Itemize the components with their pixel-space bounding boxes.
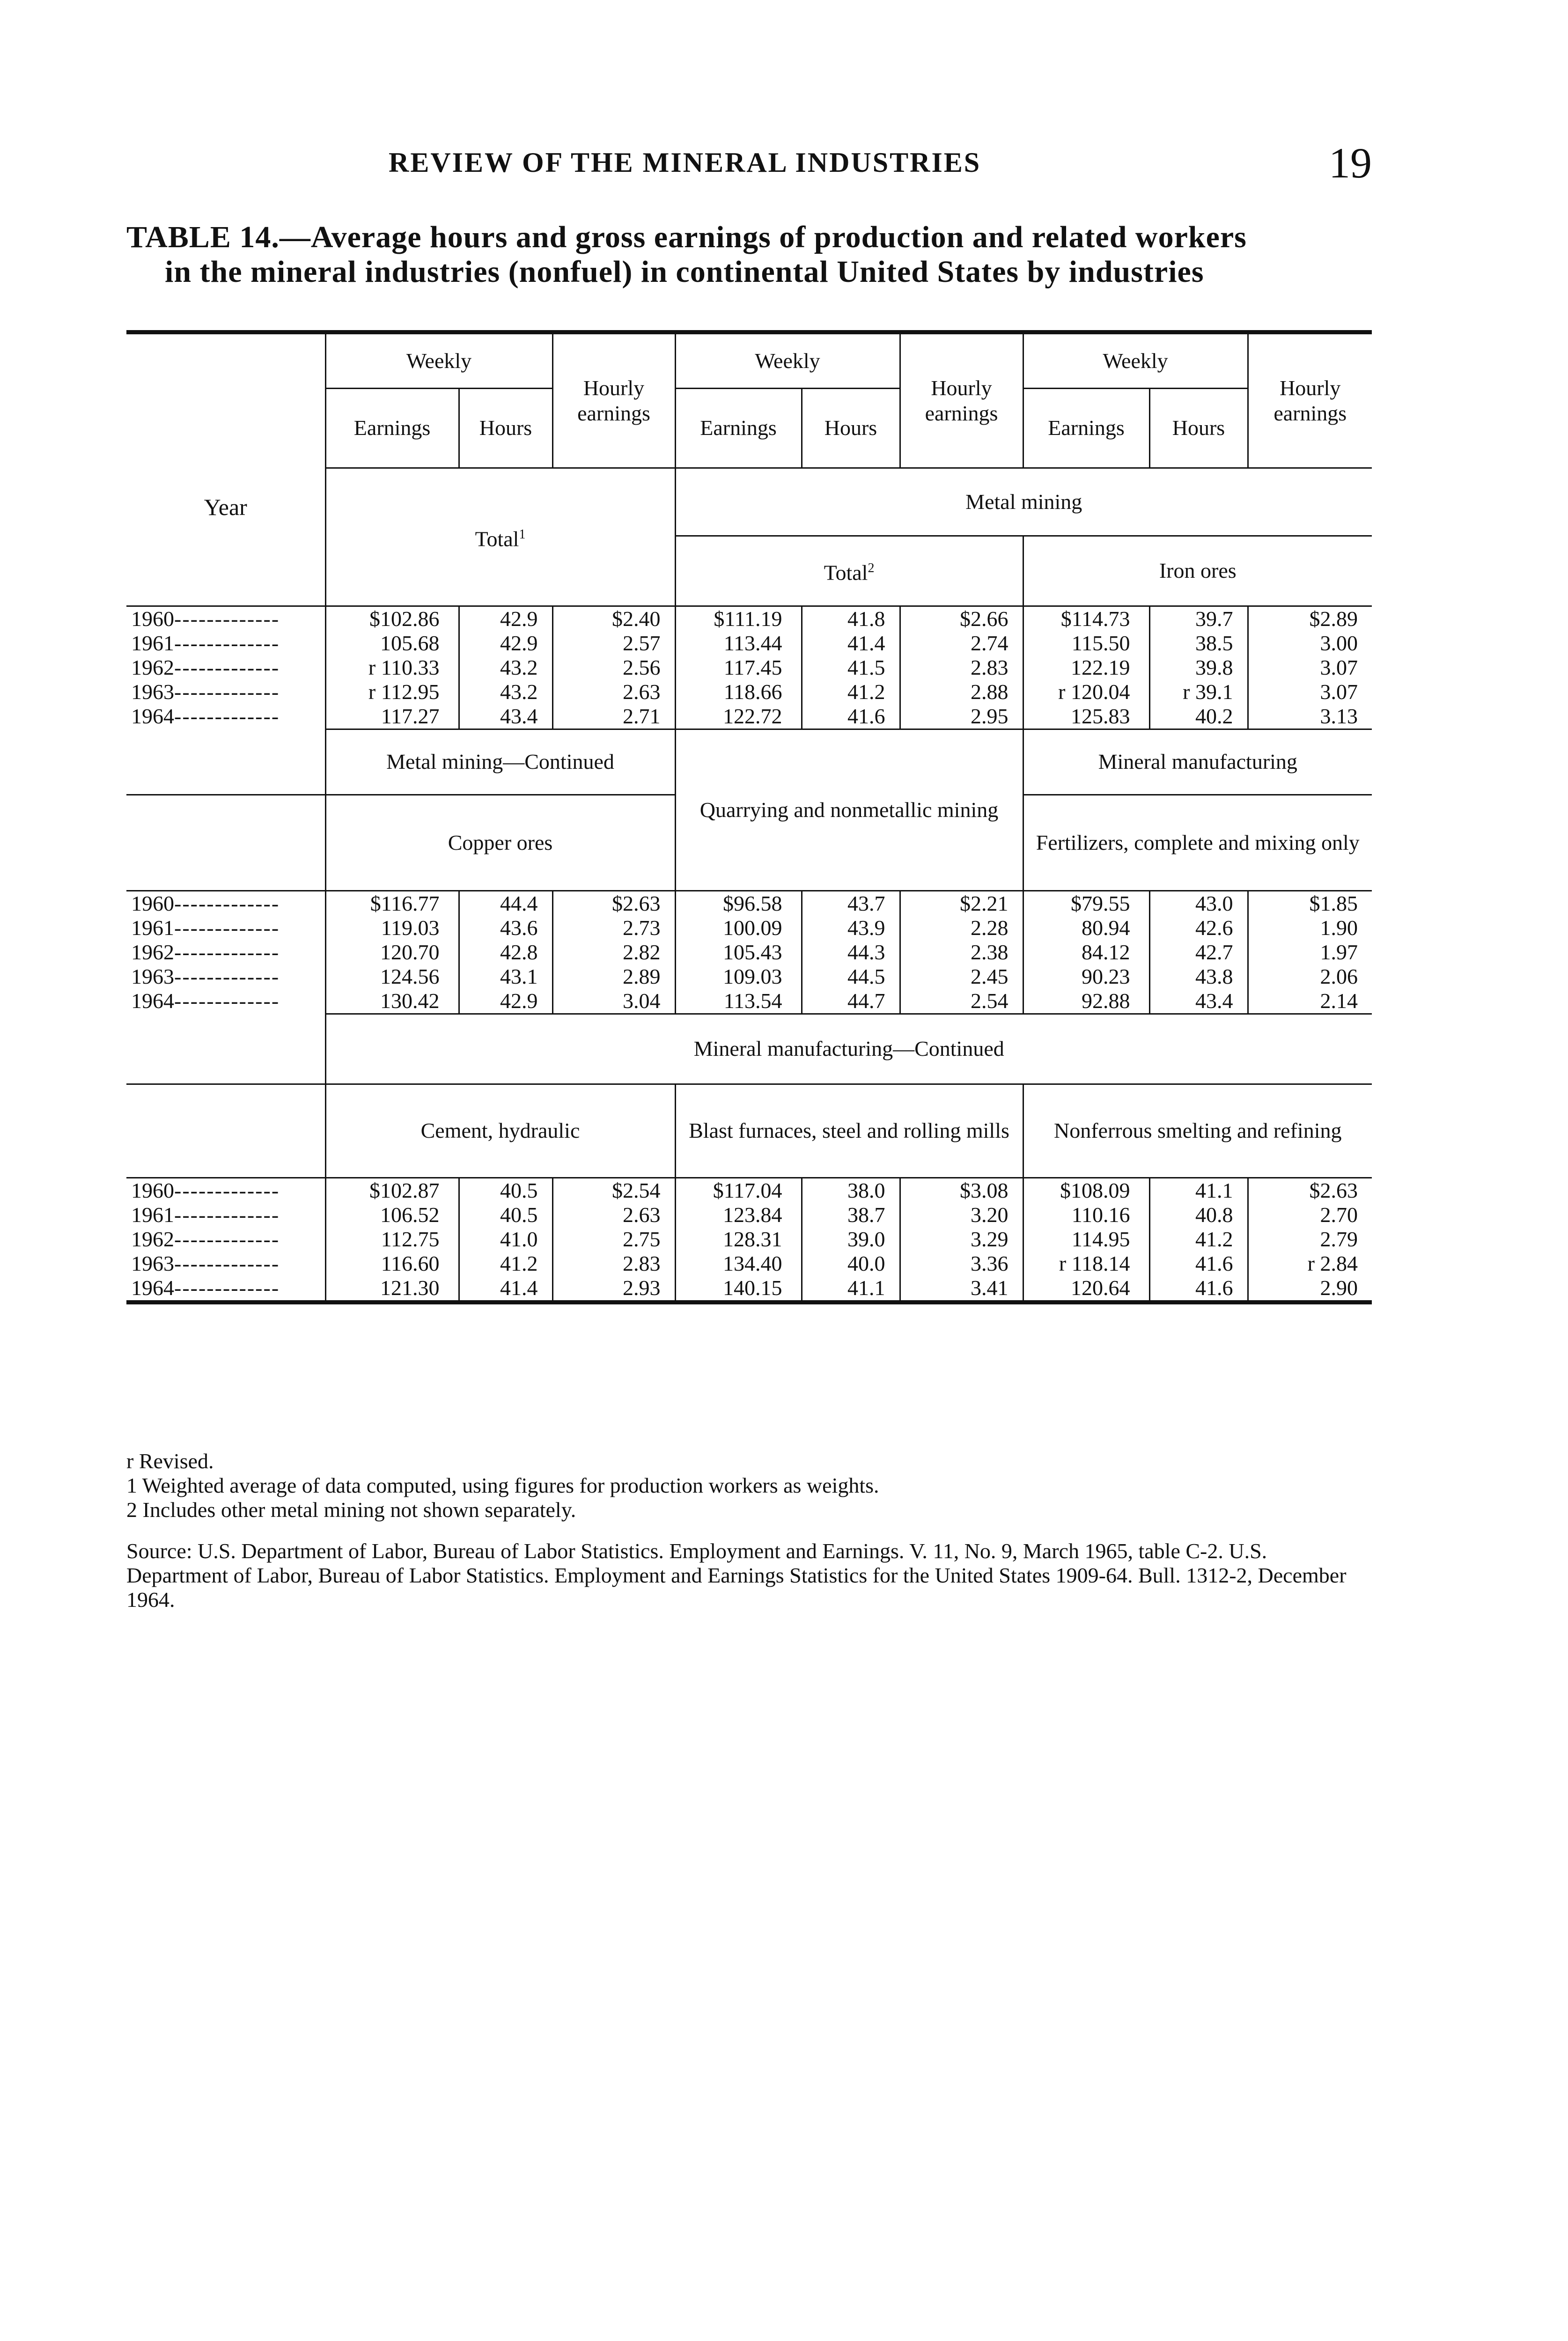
footnote-ref-2: 2 <box>868 561 875 576</box>
table-cell: 42.9 <box>459 631 552 655</box>
weekly-header-3: Weekly <box>1023 334 1248 388</box>
leader-dots: ------------- <box>174 679 280 704</box>
hours-header-1: Hours <box>459 388 552 468</box>
table-cell: $2.63 <box>552 891 675 916</box>
earnings-header-2: Earnings <box>675 388 802 468</box>
table-cell: 2.73 <box>552 916 675 940</box>
table-cell: 113.54 <box>675 989 802 1014</box>
table-row <box>126 1203 1372 1227</box>
table-cell: $2.40 <box>552 606 675 631</box>
table-cell: 38.5 <box>1149 631 1248 655</box>
year-cell <box>126 1251 325 1276</box>
hours-header-2: Hours <box>802 388 900 468</box>
table-cell: 105.43 <box>675 940 802 964</box>
table-cell: 1.90 <box>1248 916 1372 940</box>
year-value: 1960 <box>131 1178 174 1202</box>
earnings-header-1: Earnings <box>325 388 459 468</box>
table-cell: 44.5 <box>802 964 900 989</box>
table-cell: 38.7 <box>802 1203 900 1227</box>
table-cell: 128.31 <box>675 1227 802 1251</box>
hourly-earnings-header-1: Hourly earnings <box>552 334 675 468</box>
table-cell: 117.27 <box>325 704 459 729</box>
table-cell: 123.84 <box>675 1203 802 1227</box>
table-cell: 40.8 <box>1149 1203 1248 1227</box>
footnote-ref-1: 1 <box>519 527 526 542</box>
table-cell: 2.63 <box>552 1203 675 1227</box>
table-cell: 42.9 <box>459 989 552 1014</box>
table-cell: 2.90 <box>1248 1276 1372 1303</box>
table-row <box>126 655 1372 680</box>
table-cell: 2.83 <box>900 655 1023 680</box>
table-cell: 41.4 <box>802 631 900 655</box>
section3-group-row-a <box>126 1014 1372 1084</box>
cement-header: Cement, hydraulic <box>325 1084 675 1178</box>
table-cell: $1.85 <box>1248 891 1372 916</box>
year-cell <box>126 680 325 704</box>
table-cell: 40.0 <box>802 1251 900 1276</box>
table-cell: 2.79 <box>1248 1227 1372 1251</box>
table-cell: 2.06 <box>1248 964 1372 989</box>
iron-ores-header: Iron ores <box>1023 536 1372 606</box>
metal-total-header <box>675 536 1023 606</box>
year-value: 1963 <box>131 1251 174 1275</box>
table-cell: r 112.95 <box>325 680 459 704</box>
header-row-weekly <box>126 334 1372 388</box>
leader-dots: ------------- <box>174 964 280 988</box>
table-cell: 106.52 <box>325 1203 459 1227</box>
year-cell <box>126 606 325 631</box>
year-value: 1961 <box>131 1202 174 1227</box>
hourly-earnings-header-3: Hourly earnings <box>1248 334 1372 468</box>
table-cell: $2.89 <box>1248 606 1372 631</box>
source-note: Source: U.S. Department of Labor, Bureau of Labor Statistics. Employment and Earnings. V. 11, No. 9, March 1965, table C-2. U.S. Department of Labor, Bureau of Labor Statistics. Employment and Earnings Statistics for the United States 1909-64. Bull. 1312-2, December 1964. <box>126 1539 1347 1612</box>
table-cell: 84.12 <box>1023 940 1149 964</box>
earnings-header-3: Earnings <box>1023 388 1149 468</box>
table-cell: $116.77 <box>325 891 459 916</box>
table-cell: 43.6 <box>459 916 552 940</box>
table-cell: 41.6 <box>1149 1251 1248 1276</box>
table-cell: 3.00 <box>1248 631 1372 655</box>
table-cell: r 2.84 <box>1248 1251 1372 1276</box>
year-cell <box>126 916 325 940</box>
blast-furnaces-header: Blast furnaces, steel and rolling mills <box>675 1084 1023 1178</box>
table-row <box>126 940 1372 964</box>
table-cell: 105.68 <box>325 631 459 655</box>
leader-dots: ------------- <box>174 1251 280 1275</box>
table-cell: 2.93 <box>552 1276 675 1303</box>
table-cell: 2.14 <box>1248 989 1372 1014</box>
bottom-rule <box>126 1302 1372 1304</box>
table-row <box>126 989 1372 1014</box>
table-cell: 41.5 <box>802 655 900 680</box>
total-label: Total <box>475 527 519 551</box>
footnote-1: 1 Weighted average of data computed, using figures for production workers as weights. <box>126 1473 879 1497</box>
year-value: 1962 <box>131 940 174 964</box>
table-cell: 2.88 <box>900 680 1023 704</box>
table-row <box>126 964 1372 989</box>
year-value: 1961 <box>131 631 174 655</box>
page-header <box>126 138 1372 194</box>
leader-dots: ------------- <box>174 655 280 679</box>
table-cell: $2.63 <box>1248 1178 1372 1203</box>
table-cell: 44.4 <box>459 891 552 916</box>
page-number: 19 <box>1329 139 1372 187</box>
table-cell: 42.7 <box>1149 940 1248 964</box>
table-cell: 122.19 <box>1023 655 1149 680</box>
year-cell <box>126 1276 325 1303</box>
table-cell: 2.71 <box>552 704 675 729</box>
table-cell: $108.09 <box>1023 1178 1149 1203</box>
table-cell: 43.0 <box>1149 891 1248 916</box>
table-cell: 119.03 <box>325 916 459 940</box>
table-cell: 113.44 <box>675 631 802 655</box>
table-cell: $96.58 <box>675 891 802 916</box>
table-row <box>126 891 1372 916</box>
table-cell: $117.04 <box>675 1178 802 1203</box>
table-cell: 134.40 <box>675 1251 802 1276</box>
weekly-header-1: Weekly <box>325 334 552 388</box>
table-cell: 39.7 <box>1149 606 1248 631</box>
total-group-header <box>325 468 675 606</box>
earnings-table <box>126 330 1372 1304</box>
table-cell: 1.97 <box>1248 940 1372 964</box>
table-cell: 43.2 <box>459 655 552 680</box>
table-cell: 92.88 <box>1023 989 1149 1014</box>
year-value: 1964 <box>131 989 174 1013</box>
year-value: 1960 <box>131 891 174 915</box>
table-cell: 122.72 <box>675 704 802 729</box>
table-cell: $111.19 <box>675 606 802 631</box>
table-cell: $79.55 <box>1023 891 1149 916</box>
year-value: 1962 <box>131 1227 174 1251</box>
hours-header-3: Hours <box>1149 388 1248 468</box>
table-cell: 2.83 <box>552 1251 675 1276</box>
table-row <box>126 606 1372 631</box>
year-cell <box>126 964 325 989</box>
table-cell: 115.50 <box>1023 631 1149 655</box>
table-cell: $2.54 <box>552 1178 675 1203</box>
leader-dots: ------------- <box>174 915 280 940</box>
table-cell: 112.75 <box>325 1227 459 1251</box>
table-cell: 109.03 <box>675 964 802 989</box>
table-cell: 41.0 <box>459 1227 552 1251</box>
nonferrous-header: Nonferrous smelting and refining <box>1023 1084 1372 1178</box>
metal-total-label: Total <box>824 560 868 585</box>
table-cell: 3.20 <box>900 1203 1023 1227</box>
table-cell: 39.0 <box>802 1227 900 1251</box>
table-cell: 2.38 <box>900 940 1023 964</box>
copper-ores-header: Copper ores <box>325 795 675 891</box>
mineral-manufacturing-cont-header: Mineral manufacturing—Continued <box>325 1014 1372 1084</box>
table-cell: 43.9 <box>802 916 900 940</box>
table-cell: 39.8 <box>1149 655 1248 680</box>
table-cell: 117.45 <box>675 655 802 680</box>
table-cell: $102.86 <box>325 606 459 631</box>
table-cell: $2.66 <box>900 606 1023 631</box>
section2-body <box>126 891 1372 1014</box>
table-cell: 43.2 <box>459 680 552 704</box>
table-cell: 2.63 <box>552 680 675 704</box>
table-cell: 3.36 <box>900 1251 1023 1276</box>
leader-dots: ------------- <box>174 940 280 964</box>
section3-group-row-b <box>126 1084 1372 1178</box>
table-cell: $102.87 <box>325 1178 459 1203</box>
table-cell: 41.2 <box>459 1251 552 1276</box>
table-cell: 124.56 <box>325 964 459 989</box>
table-cell: 114.95 <box>1023 1227 1149 1251</box>
table-cell: 41.1 <box>1149 1178 1248 1203</box>
table-cell: 43.7 <box>802 891 900 916</box>
table-cell: 44.7 <box>802 989 900 1014</box>
table-row <box>126 1276 1372 1303</box>
leader-dots: ------------- <box>174 1227 280 1251</box>
table-cell: 125.83 <box>1023 704 1149 729</box>
table-cell: 3.29 <box>900 1227 1023 1251</box>
table-cell: 2.70 <box>1248 1203 1372 1227</box>
year-value: 1961 <box>131 915 174 940</box>
leader-dots: ------------- <box>174 891 280 915</box>
table-cell: 43.8 <box>1149 964 1248 989</box>
footnote-2: 2 Includes other metal mining not shown separately. <box>126 1498 576 1522</box>
table-cell: $114.73 <box>1023 606 1149 631</box>
table-cell: 140.15 <box>675 1276 802 1303</box>
table-cell: 80.94 <box>1023 916 1149 940</box>
table-cell: 2.28 <box>900 916 1023 940</box>
table-cell: 3.07 <box>1248 680 1372 704</box>
year-value: 1964 <box>131 704 174 729</box>
year-cell <box>126 989 325 1014</box>
year-header: Year <box>126 334 325 606</box>
table-cell: 3.13 <box>1248 704 1372 729</box>
year-cell <box>126 1227 325 1251</box>
table-cell: $3.08 <box>900 1178 1023 1203</box>
year-value: 1963 <box>131 679 174 704</box>
table-cell: 3.07 <box>1248 655 1372 680</box>
table-cell: 40.5 <box>459 1178 552 1203</box>
year-value: 1962 <box>131 655 174 679</box>
metal-mining-group-header: Metal mining <box>675 468 1372 536</box>
table-cell: $2.21 <box>900 891 1023 916</box>
table-cell: 3.04 <box>552 989 675 1014</box>
table-cell: 41.1 <box>802 1276 900 1303</box>
section1-body <box>126 606 1372 729</box>
leader-dots: ------------- <box>174 631 280 655</box>
footnotes <box>126 1449 1372 1612</box>
table-cell: 38.0 <box>802 1178 900 1203</box>
table-cell: 2.74 <box>900 631 1023 655</box>
table-cell: r 118.14 <box>1023 1251 1149 1276</box>
table-cell: 2.56 <box>552 655 675 680</box>
table-cell: 40.5 <box>459 1203 552 1227</box>
table-cell: 2.57 <box>552 631 675 655</box>
table-row <box>126 1227 1372 1251</box>
metal-mining-cont-header: Metal mining—Continued <box>325 729 675 795</box>
year-value: 1960 <box>131 606 174 631</box>
year-cell <box>126 655 325 680</box>
table-cell: 2.75 <box>552 1227 675 1251</box>
table-row <box>126 916 1372 940</box>
table-cell: 120.64 <box>1023 1276 1149 1303</box>
table-row <box>126 704 1372 729</box>
table-cell: 41.4 <box>459 1276 552 1303</box>
footnote-revised: r Revised. <box>126 1449 214 1473</box>
table-cell: 40.2 <box>1149 704 1248 729</box>
weekly-header-2: Weekly <box>675 334 900 388</box>
table-cell: 41.2 <box>1149 1227 1248 1251</box>
section2-group-row-a <box>126 729 1372 795</box>
table-cell: r 120.04 <box>1023 680 1149 704</box>
table-cell: 2.95 <box>900 704 1023 729</box>
table-cell: 43.4 <box>459 704 552 729</box>
leader-dots: ------------- <box>174 989 280 1013</box>
table-row <box>126 631 1372 655</box>
table-cell: 121.30 <box>325 1276 459 1303</box>
table-cell: 43.4 <box>1149 989 1248 1014</box>
caption-line-1: TABLE 14.—Average hours and gross earnings of production and related workers <box>126 220 1247 254</box>
table-row <box>126 680 1372 704</box>
mineral-manufacturing-header: Mineral manufacturing <box>1023 729 1372 795</box>
table-cell: 2.45 <box>900 964 1023 989</box>
fertilizers-header: Fertilizers, complete and mixing only <box>1023 795 1372 891</box>
table-cell: 116.60 <box>325 1251 459 1276</box>
leader-dots: ------------- <box>174 606 280 631</box>
table-cell: 42.6 <box>1149 916 1248 940</box>
hourly-earnings-header-2: Hourly earnings <box>900 334 1023 468</box>
table-cell: 42.9 <box>459 606 552 631</box>
table-cell: 3.41 <box>900 1276 1023 1303</box>
leader-dots: ------------- <box>174 1275 280 1300</box>
year-cell <box>126 1178 325 1203</box>
quarrying-header: Quarrying and nonmetallic mining <box>675 729 1023 891</box>
table-cell: 2.54 <box>900 989 1023 1014</box>
table-row <box>126 1251 1372 1276</box>
table-cell: 90.23 <box>1023 964 1149 989</box>
caption-line-2: in the mineral industries (nonfuel) in continental United States by industries <box>165 255 1204 289</box>
table-cell: 130.42 <box>325 989 459 1014</box>
table-cell: 2.89 <box>552 964 675 989</box>
year-cell <box>126 631 325 655</box>
table-cell: 41.6 <box>802 704 900 729</box>
leader-dots: ------------- <box>174 1202 280 1227</box>
table-cell: 42.8 <box>459 940 552 964</box>
table-cell: 118.66 <box>675 680 802 704</box>
table-cell: r 39.1 <box>1149 680 1248 704</box>
table-cell: r 110.33 <box>325 655 459 680</box>
leader-dots: ------------- <box>174 704 280 729</box>
table-cell: 100.09 <box>675 916 802 940</box>
year-value: 1963 <box>131 964 174 988</box>
year-cell <box>126 940 325 964</box>
year-value: 1964 <box>131 1275 174 1300</box>
table-cell: 41.8 <box>802 606 900 631</box>
leader-dots: ------------- <box>174 1178 280 1202</box>
table-cell: 41.2 <box>802 680 900 704</box>
year-cell <box>126 704 325 729</box>
year-cell <box>126 1203 325 1227</box>
table-cell: 41.6 <box>1149 1276 1248 1303</box>
table-cell: 110.16 <box>1023 1203 1149 1227</box>
table-caption <box>126 220 1372 289</box>
section3-body <box>126 1178 1372 1302</box>
table-cell: 44.3 <box>802 940 900 964</box>
running-head: REVIEW OF THE MINERAL INDUSTRIES <box>389 147 981 178</box>
table-cell: 2.82 <box>552 940 675 964</box>
table-cell: 120.70 <box>325 940 459 964</box>
year-cell <box>126 891 325 916</box>
table-cell: 43.1 <box>459 964 552 989</box>
table-row <box>126 1178 1372 1203</box>
